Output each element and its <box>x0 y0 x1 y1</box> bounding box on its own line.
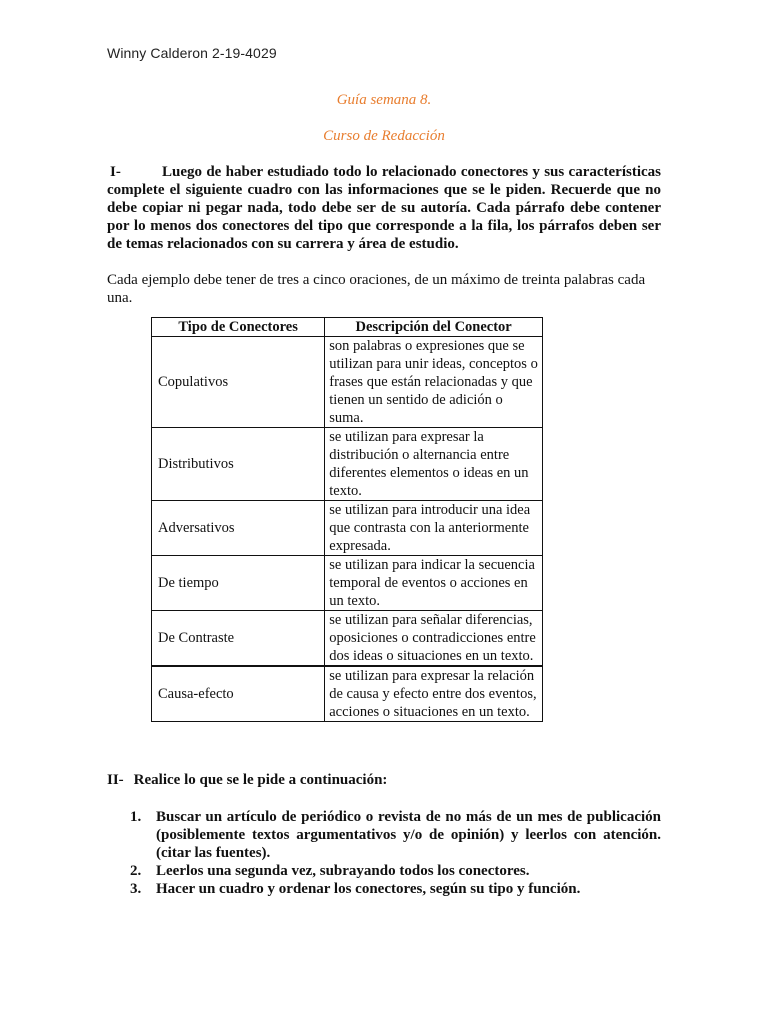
section-two-text: Realice lo que se le pide a continuación: <box>133 772 388 788</box>
list-item <box>130 862 661 880</box>
list-item <box>130 808 661 862</box>
row-description: se utilizan para expresar la distribución o alternancia entre diferentes elementos o ideas en un texto. <box>325 428 543 501</box>
row-type: Distributivos <box>152 428 325 501</box>
list-item <box>130 880 661 898</box>
table-row <box>152 337 543 428</box>
list-item-text: Buscar un artículo de periódico o revista de no más de un mes de publicación (posiblemente textos argumentativos y/o de opinión) y leerlos con atención. (citar las fuentes). <box>156 809 661 861</box>
list-item-number: 2. <box>130 863 142 879</box>
section-one-numeral: I- <box>110 164 121 180</box>
table-row <box>152 501 543 556</box>
row-type: De Contraste <box>152 611 325 667</box>
course-title: Curso de Redacción <box>323 128 445 144</box>
list-item-number: 3. <box>130 881 142 897</box>
section-two-numeral: II- <box>107 772 124 788</box>
section-one-text: Luego de haber estudiado todo lo relacionado conectores y sus características complete el siguiente cuadro con las informaciones que se le piden. Recuerde que no debe copiar ni pegar nada, todo debe ser de su autoría. Cada párrafo debe contener por lo menos dos conectores del tipo que corresponde a la fila, los párrafos deben ser de temas relacionados con su carrera y área de estudio. <box>107 164 661 252</box>
header-description: Descripción del Conector <box>325 318 543 337</box>
connectors-table <box>151 317 543 722</box>
list-item-text: Hacer un cuadro y ordenar los conectores, según su tipo y función. <box>156 881 581 897</box>
table-row <box>152 611 543 667</box>
row-description: se utilizan para indicar la secuencia temporal de eventos o acciones en un texto. <box>325 556 543 611</box>
header-type: Tipo de Conectores <box>152 318 325 337</box>
row-description: se utilizan para introducir una idea que contrasta con la anteriormente expresada. <box>325 501 543 556</box>
row-type: Copulativos <box>152 337 325 428</box>
table-header-row <box>152 318 543 337</box>
row-description: se utilizan para señalar diferencias, oposiciones o contradicciones entre dos ideas o situaciones en un texto. <box>325 611 543 667</box>
list-item-number: 1. <box>130 809 142 825</box>
header-author: Winny Calderon 2-19-4029 <box>107 45 277 61</box>
task-list <box>130 808 661 898</box>
section-one-paragraph <box>107 163 661 253</box>
row-description: se utilizan para expresar la relación de causa y efecto entre dos eventos, acciones o situaciones en un texto. <box>325 666 543 722</box>
row-type: Adversativos <box>152 501 325 556</box>
table-row <box>152 666 543 722</box>
row-type: De tiempo <box>152 556 325 611</box>
table-row <box>152 556 543 611</box>
table-row <box>152 428 543 501</box>
row-type: Causa-efecto <box>152 666 325 722</box>
list-item-text: Leerlos una segunda vez, subrayando todos los conectores. <box>156 863 530 879</box>
row-description: son palabras o expresiones que se utilizan para unir ideas, conceptos o frases que están relacionadas y que tienen un sentido de adición o suma. <box>325 337 543 428</box>
section-two-heading <box>107 772 387 789</box>
guide-title: Guía semana 8. <box>336 92 432 108</box>
instruction-paragraph: Cada ejemplo debe tener de tres a cinco oraciones, de un máximo de treinta palabras cada una. <box>107 272 646 306</box>
